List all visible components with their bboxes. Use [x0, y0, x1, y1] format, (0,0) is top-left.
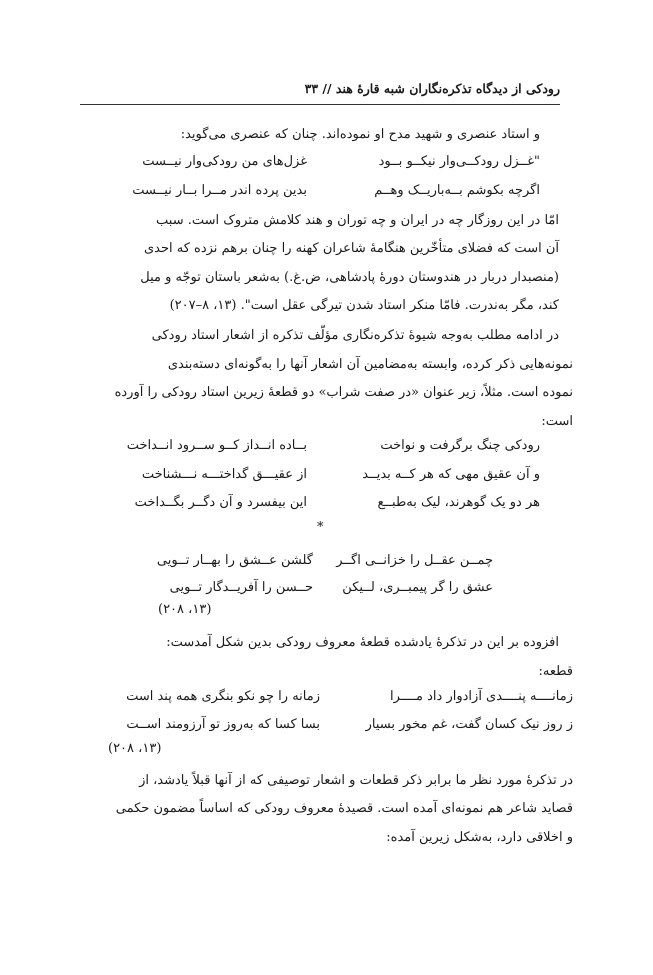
verse-2-right-hemistich: اگرچه بکوشم بــه‌باریــک وهــم — [374, 183, 540, 198]
paragraph-2-line-3: نموده است. مثلاً، زیر عنوان «در صفت شراب» دو قطعهٔ زیرین استاد رودکی را آورده — [114, 385, 573, 400]
verse-7-right-hemistich: عشق را گر پیمبــری، لــیکن — [342, 580, 493, 595]
verse-5-left-hemistich: این بیفسرد و آن دگــر بگــداخت — [134, 495, 307, 510]
verse-9-right-hemistich: ز روز نیک کسان گفت، غم مخور بسیار — [365, 717, 573, 732]
paragraph-1-line-4: کند، مگر به‌ندرت. فامّا منکر استاد شدن تیرگی عقل است". (۱۳، ۸–۲۰۷) — [169, 298, 559, 313]
qita-label: قطعه: — [538, 664, 573, 679]
verse-6-left-hemistich: گلشن عــشق را بهــار تــویی — [156, 553, 313, 568]
verse-1-right-hemistich: "غــزل رودکــی‌وار نیکــو بــود — [378, 154, 540, 169]
paragraph-2-line-4: است: — [541, 414, 573, 429]
paragraph-4-line-2: قصاید شاعر هم نمونه‌ای آمده است. قصیدهٔ معروف رودکی که اساساً مضمون حکمی — [115, 801, 573, 816]
paragraph-1-line-2: آن است که فضلای متأخّرین هنگامهٔ شاعران کهنه را چنان برهم نزده که احدی — [143, 241, 559, 256]
verse-5-right-hemistich: هر دو یک گوهرند، لیک به‌طبــع — [377, 495, 540, 510]
verse-4-right-hemistich: و آن عقیق مهی که هر کــه بدیــد — [362, 467, 540, 482]
verse-3-left-hemistich: بــاده انــداز کــو ســرود انــداخت — [126, 438, 307, 453]
verse-6-right-hemistich: چمــن عقــل را خزانــی اگــر — [336, 553, 493, 568]
paragraph-1-line-1: امّا در این روزگار چه در ایران و چه توران و هند کلامش متروک است. سبب — [156, 213, 559, 228]
verse-7-left-hemistich: حــسن را آفریــدگار تــویی — [169, 580, 313, 595]
paragraph-2-line-1: در ادامه مطلب به‌وجه شیوهٔ تذکره‌نگاری مؤلّف تذکره از اشعار استاد رودکی — [151, 328, 559, 343]
paragraph-2-line-2: نمونه‌هایی ذکر کرده، وابسته به‌مضامین آن اشعار آنها را به‌گونه‌ای دسته‌بندی — [167, 357, 573, 372]
verse-8-right-hemistich: زمانــــه پنــــدی آزادوار داد مــــرا — [390, 689, 573, 704]
paragraph-1-line-3: (منصبدار دربار در هندوستان دورهٔ پادشاهی، ض.غ.) به‌شعر باستان توجّه و میل — [140, 270, 559, 285]
verse-4-left-hemistich: از عقیـــق گداختـــه نـــشناخت — [141, 467, 307, 482]
verse-9-left-hemistich: بسا کسا که به‌روز تو آرزومند اســت — [126, 717, 320, 732]
paragraph-4-line-3: و اخلاقی دارد، به‌شکل زیرین آمده: — [386, 830, 573, 845]
running-header: رودکی از دیدگاه تذکره‌نگاران شبه قارهٔ هند // ۳۳ — [304, 81, 560, 96]
verse-8-left-hemistich: زمانه را چو نکو بنگری همه پند است — [126, 689, 320, 704]
citation-1: (۱۳، ۲۰۸) — [158, 602, 212, 617]
verse-separator: * — [317, 520, 324, 535]
paragraph-3: افزوده بر این در تذکرهٔ یادشده قطعهٔ معروف رودکی بدین شکل آمدست: — [166, 635, 559, 650]
citation-2: (۱۳، ۲۰۸) — [108, 741, 162, 756]
verse-3-right-hemistich: رودکی چنگ برگرفت و نواخت — [380, 438, 540, 453]
verse-2-left-hemistich: بدین پرده اندر مــرا بــار نیــست — [132, 183, 307, 198]
verse-1-left-hemistich: غزل‌های من رودکی‌وار نیــست — [142, 154, 307, 169]
intro-line: و استاد عنصری و شهید مدح او نموده‌اند. چنان که عنصری می‌گوید: — [180, 127, 540, 142]
header-rule — [80, 104, 560, 105]
paragraph-4-line-1: در تذکرهٔ مورد نظر ما برابر ذکر قطعات و اشعار توصیفی که از آنها قبلاً یادشد، از — [139, 773, 573, 788]
